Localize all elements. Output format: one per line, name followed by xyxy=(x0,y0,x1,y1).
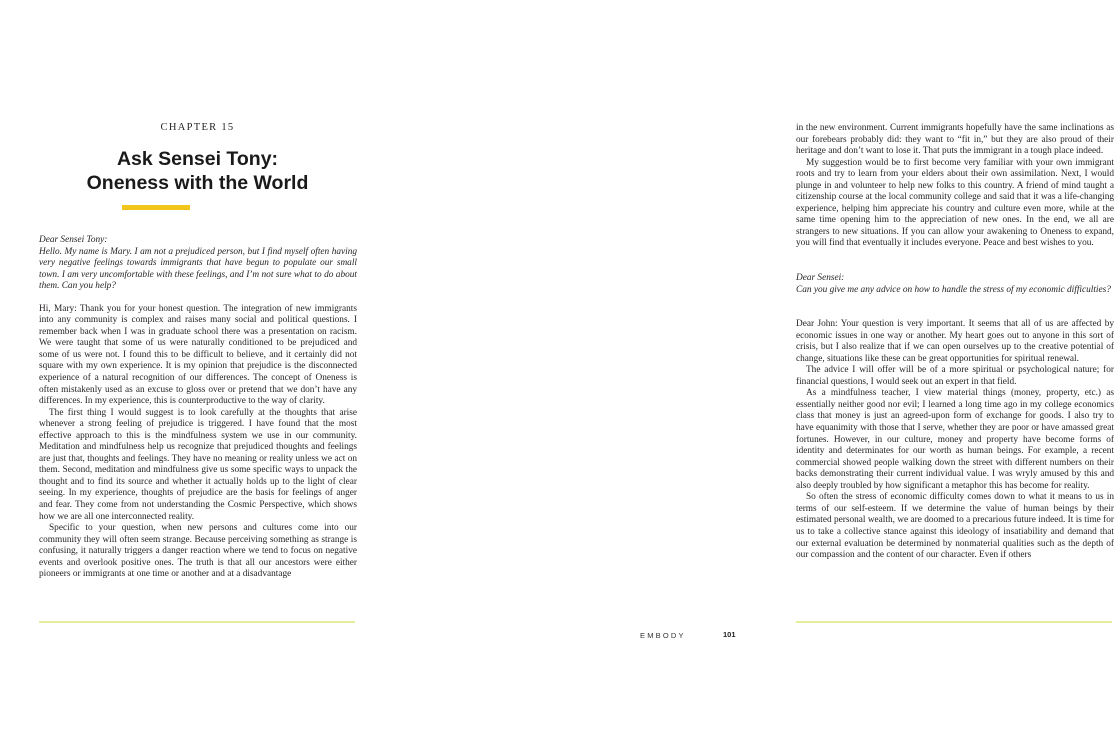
answer-2-paragraph: As a mindfulness teacher, I view material things (money, property, etc.) as essentially neither good nor evil; I learned a long time ago in my college economics class that money is just an agreed-upon form of exchange for goods. I also try to have equanimity with those that I serve, whether they are poor or have amassed great fortunes. However, in our culture, money and property have become forms of identity and determinates for our worth as human beings. For example, a recent commercial showed people walking down the street with different numbers on their backs demonstrating their current individual value. I was wryly amused by this and also deeply troubled by how significant a metaphor this has become for reality. xyxy=(796,388,1114,491)
left-page xyxy=(0,0,375,750)
answer-2-paragraph: Dear John: Your question is very important. It seems that all of us are affected by economic issues in one way or another. My heart goes out to anyone in this sort of crisis, but I also realize that if we can open ourselves up to the creative potential of change, situations like these can be great opportunities for spiritual renewal. xyxy=(796,319,1114,364)
answer-2-paragraph: The advice I will offer will be of a more spiritual or psychological nature; for financial questions, I would seek out an expert in that field. xyxy=(796,365,1114,387)
answer-2-paragraph: So often the stress of economic difficulty comes down to what it means to us in terms of our self-esteem. If we determine the value of human beings by their estimated personal wealth, we are doomed to a precarious future indeed. It is time for us to take a collective stance against this ideology of insatiability and demand that our external evaluation be determined by nonmaterial qualities such as the depth of our compassion and the content of our character. Even if others xyxy=(796,492,1114,561)
answer-1-paragraph: The first thing I would suggest is to look carefully at the thoughts that arise whenever a strong feeling of prejudice is triggered. I have found that the most effective approach to this is the mindfulness system we use in our community. Meditation and mindfulness help us recognize that prejudiced thoughts and feelings are just that, thoughts and feelings. They have no meaning or reality unless we act on them. Second, meditation and mindfulness give us some specific ways to unpack the thought and to find its source and whether it actually holds up to the light of clear seeing. In my experience, thoughts of prejudice are the basis for feelings of anger and fear. They come from not understanding the Cosmic Perspective, which shows how we are all one interconnected reality. xyxy=(39,407,357,522)
chapter-label: CHAPTER 15 xyxy=(160,122,235,133)
page-number: 101 xyxy=(723,630,736,639)
left-footer-rule xyxy=(39,621,355,623)
letter-2-salutation: Dear Sensei: xyxy=(796,273,845,284)
answer-1-continued-paragraph: in the new environment. Current immigrants hopefully have the same inclinations as our forebears probably did: they want to “fit in,” but they are also proud of their heritage and don’t want to lose it. That puts the immigrant in a tough place indeed. xyxy=(796,123,1114,157)
right-footer-rule xyxy=(796,621,1112,623)
right-text-column xyxy=(796,123,1114,562)
running-head: EMBODY xyxy=(640,631,686,640)
chapter-title-line-1: Ask Sensei Tony: xyxy=(116,148,279,170)
answer-1-paragraph: Hi, Mary: Thank you for your honest question. The integration of new immigrants into any community is complex and raises many social and political questions. I remember back when I was in graduate school there was a presentation on racism. We were taught that some of us were naturally conditioned to be prejudiced and some of us were not. I found this to be difficult to believe, and it certainly did not square with my own experience. It is my opinion that prejudice is the disconnected experience of a natural recognition of our differences. The concept of Oneness is often mistakenly used as an excuse to gloss over or pretend that we don’t have any differences. In my experience, this is counterproductive to the way of clarity. xyxy=(39,303,357,407)
chapter-title-line-2: Oneness with the World xyxy=(86,172,309,194)
chapter-title xyxy=(40,147,355,195)
letter-2-body: Can you give me any advice on how to handle the stress of my economic difficulties? xyxy=(796,284,1111,295)
answer-1-paragraph: Specific to your question, when new persons and cultures come into our community they will often seem strange. Because perceiving something as strange is confusing, it naturally triggers a danger reaction where we tend to focus on negative events and overlook positive ones. The truth is that all our ancestors were either pioneers or immigrants at one time or another and at a disadvantage xyxy=(39,523,357,580)
left-text-column xyxy=(39,235,357,581)
answer-1-continued-paragraph: My suggestion would be to first become very familiar with your own immigrant roots and try to learn from your elders about their own assimilation. Next, I would plunge in and volunteer to help new folks to this country. A friend of mind taught a citizenship course at the local community college and said that it was a life-changing experience, helping him appreciate his country and culture even more, while at the same time opening him to the appreciation of new ones. In the end, we all are strangers to new situations. If you can allow your awakening to Oneness to expand, you will find that eventually it includes everyone. Peace and best wishes to you. xyxy=(796,157,1114,249)
right-page xyxy=(375,0,1114,750)
title-accent-rule xyxy=(122,205,190,210)
letter-1-salutation: Dear Sensei Tony: xyxy=(39,235,108,245)
letter-1-body: Hello. My name is Mary. I am not a prejudiced person, but I find myself often having very negative feelings towards immigrants that have begun to populate our small town. I am very uncomfortable with these feelings, and I’m not sure what to do about them. Can you help? xyxy=(39,246,357,292)
